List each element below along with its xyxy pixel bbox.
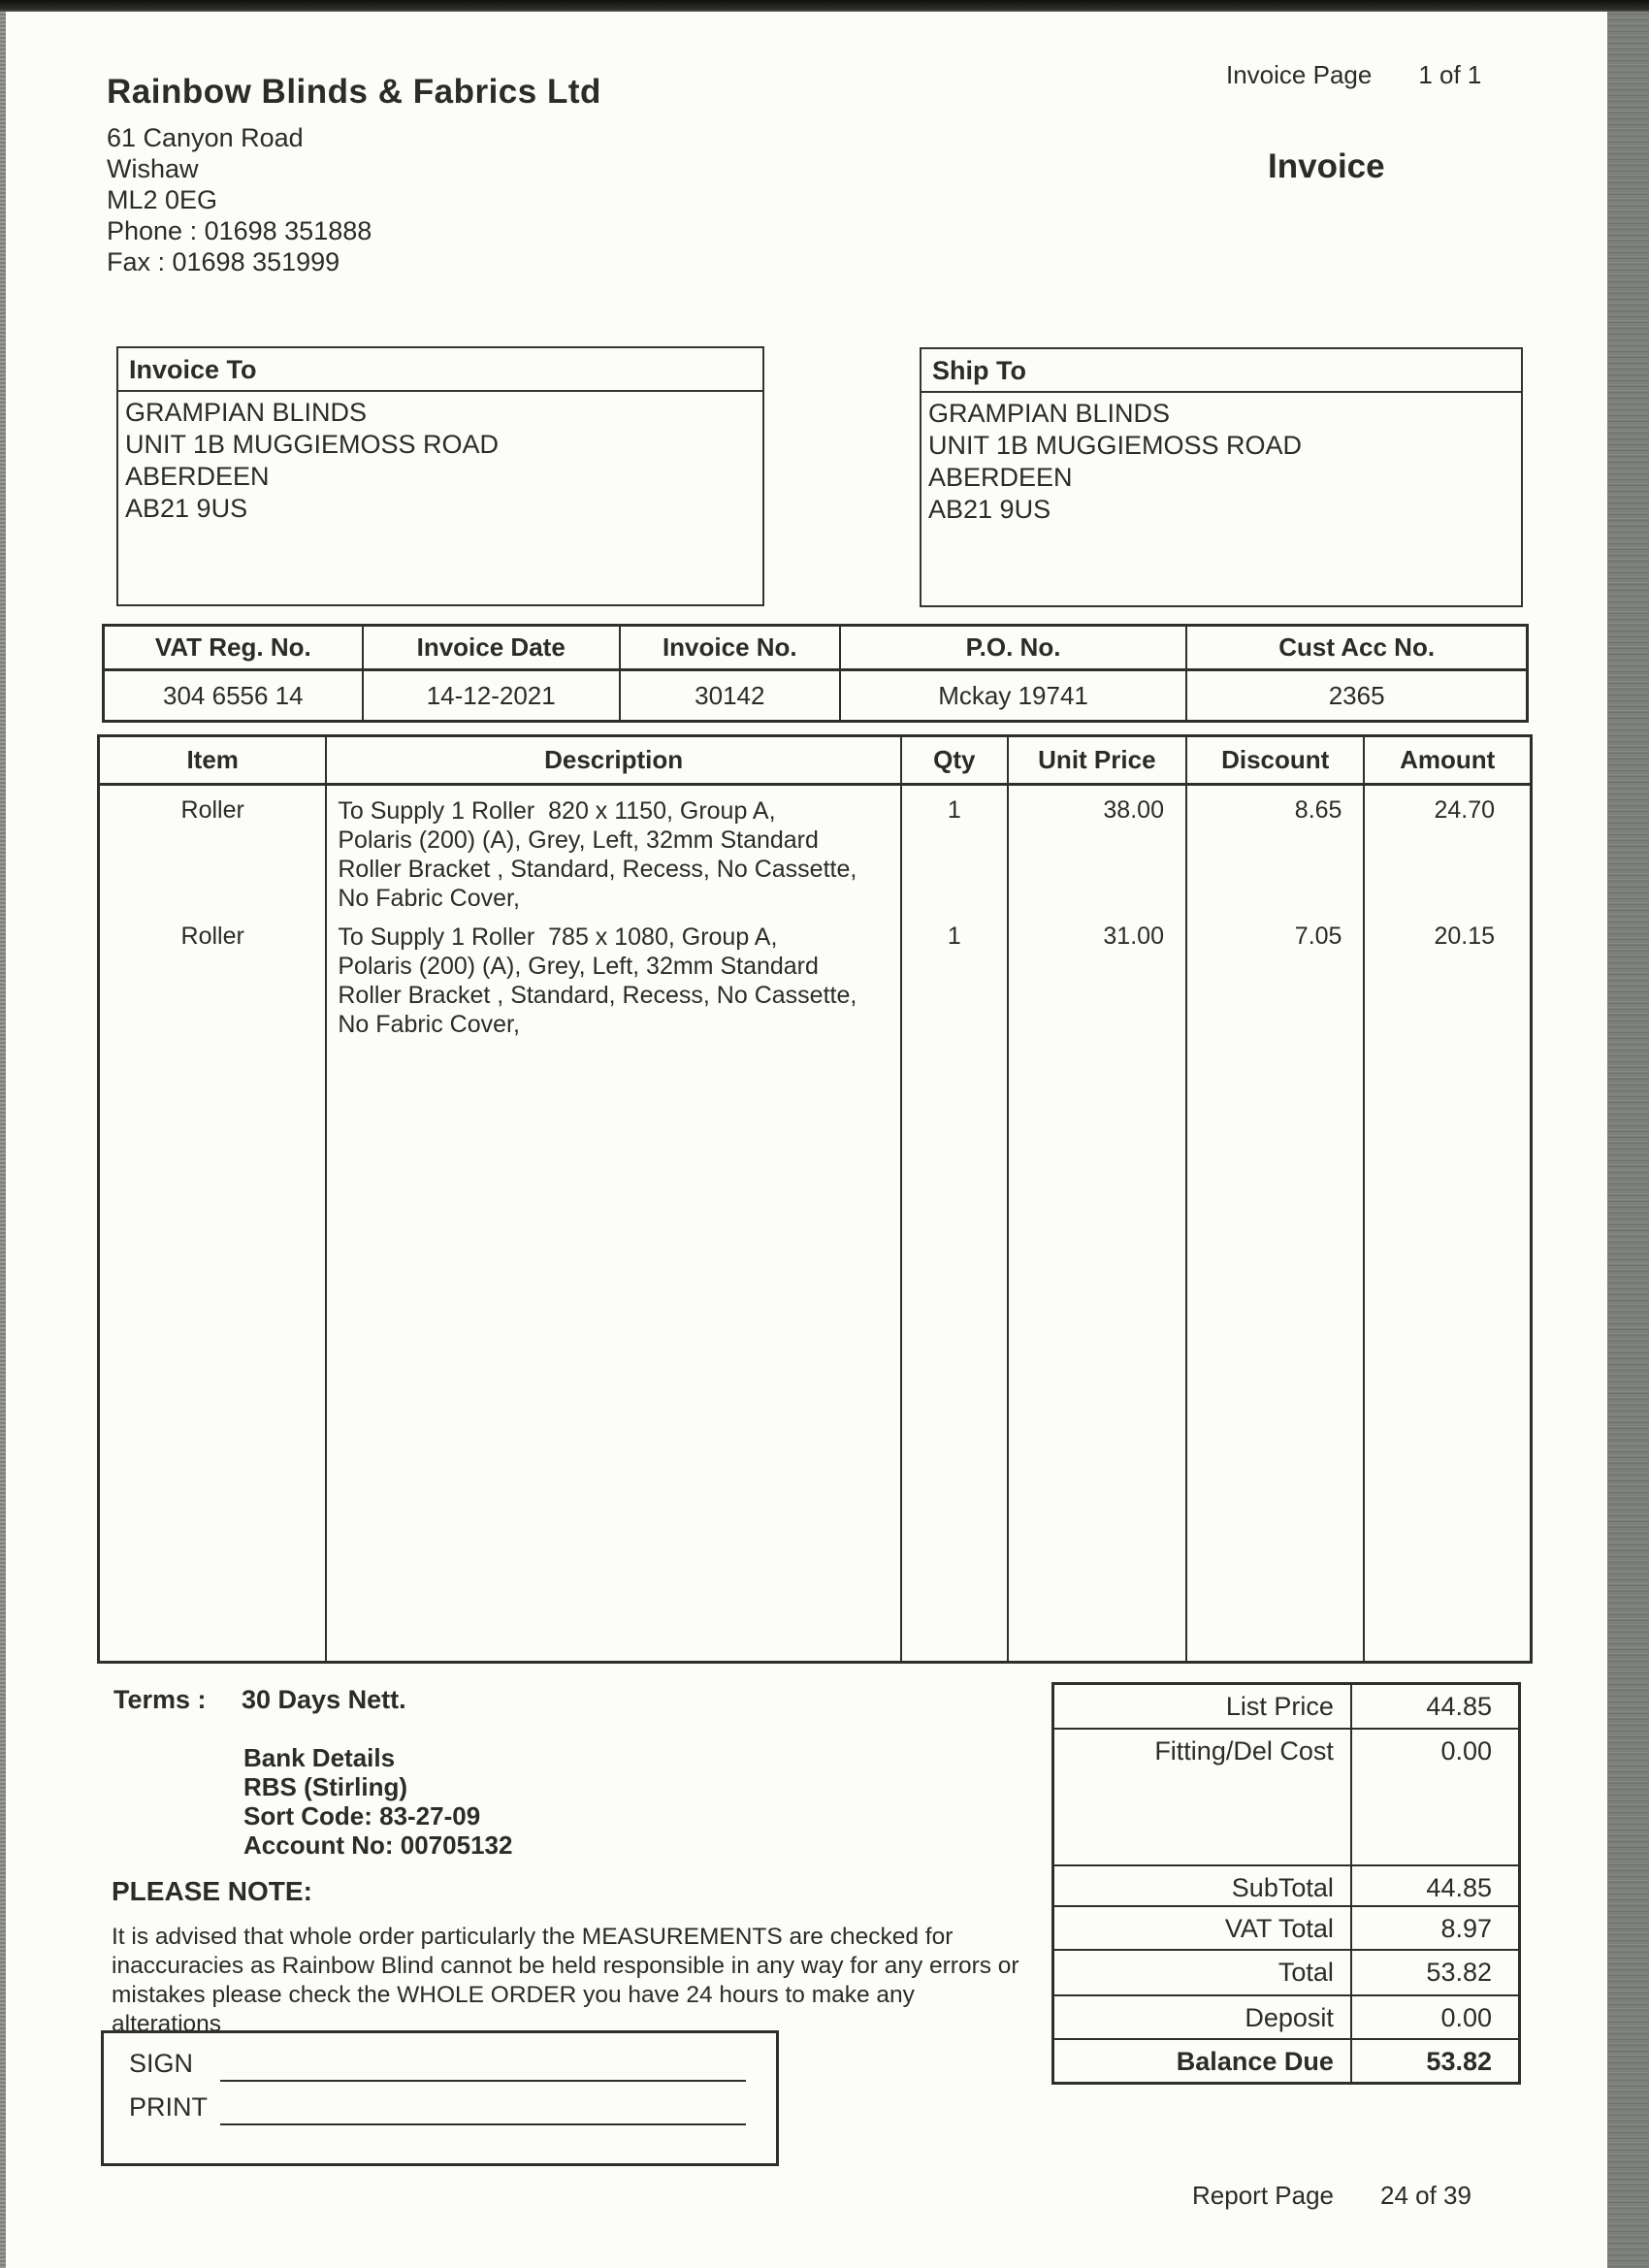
invoice-info-table	[102, 624, 1529, 723]
description-line: Polaris (200) (A), Grey, Left, 32mm Standard	[338, 826, 819, 854]
company-address-line: ML2 0EG	[107, 185, 218, 214]
column-header: Amount	[1365, 737, 1530, 786]
terms-label: Terms :	[113, 1685, 207, 1714]
description-line: To Supply 1 Roller 785 x 1080, Group A,	[338, 923, 778, 951]
fitting-del-cost-value: 0.00	[1352, 1730, 1518, 1866]
ship-to-line: ABERDEEN	[928, 463, 1073, 492]
company-phone: Phone : 01698 351888	[107, 216, 372, 245]
invoice-to-address	[118, 392, 762, 525]
company-fax: Fax : 01698 351999	[107, 247, 340, 276]
item-unit-price: 38.00	[1009, 786, 1187, 912]
item-type: Roller	[100, 786, 327, 912]
item-type: Roller	[100, 912, 327, 1661]
bank-name: RBS (Stirling)	[243, 1772, 407, 1801]
note-line: It is advised that whole order particularly the MEASUREMENTS are checked for	[112, 1924, 954, 1950]
description-line: No Fabric Cover,	[338, 885, 520, 912]
invoice-to-line: ABERDEEN	[125, 462, 270, 491]
invoice-page-label: Invoice Page	[1226, 60, 1373, 89]
ship-to-line: UNIT 1B MUGGIEMOSS ROAD	[928, 431, 1303, 460]
ship-to-address	[922, 393, 1521, 526]
sign-line	[220, 2080, 746, 2082]
total-row-label: VAT Total	[1054, 1907, 1352, 1951]
item-qty: 1	[902, 912, 1009, 1661]
description-line: Polaris (200) (A), Grey, Left, 32mm Standard	[338, 953, 819, 980]
company-address-block	[107, 122, 372, 277]
report-page-label: Report Page	[1192, 2181, 1334, 2210]
description-line: Roller Bracket , Standard, Recess, No Cassette,	[338, 982, 857, 1009]
terms-value: 30 Days Nett.	[242, 1685, 406, 1714]
column-header: Cust Acc No.	[1187, 627, 1526, 671]
bank-sort-code: Sort Code: 83-27-09	[243, 1801, 481, 1831]
report-page-ref	[1192, 2181, 1471, 2211]
description-line: To Supply 1 Roller 820 x 1150, Group A,	[338, 797, 776, 825]
balance-due-label: Balance Due	[1054, 2040, 1352, 2082]
cust-acc-no: 2365	[1328, 680, 1385, 710]
note-line: mistakes please check the WHOLE ORDER you have 24 hours to make any alterations	[112, 1982, 915, 2037]
item-amount: 24.70	[1434, 796, 1495, 824]
description-line: Roller Bracket , Standard, Recess, No Cassette,	[338, 856, 857, 883]
column-header: Invoice No.	[621, 627, 841, 671]
scanner-edge-top	[0, 0, 1649, 12]
invoice-to-label: Invoice To	[118, 348, 762, 392]
deposit-value: 0.00	[1352, 1996, 1518, 2040]
signature-box	[101, 2030, 779, 2166]
ship-to-line: AB21 9US	[928, 495, 1051, 524]
bank-details-block	[243, 1743, 512, 1860]
document-title: Invoice	[1268, 147, 1385, 185]
item-discount: 7.05	[1187, 912, 1366, 1661]
disclaimer-note	[112, 1923, 1023, 2039]
total-row-label: Deposit	[1054, 1996, 1352, 2040]
column-header: P.O. No.	[841, 627, 1187, 671]
item-discount: 8.65	[1187, 786, 1366, 912]
item-description	[327, 912, 902, 1661]
balance-due-value: 53.82	[1426, 2047, 1492, 2076]
bank-details-heading: Bank Details	[243, 1743, 396, 1772]
invoice-to-line: AB21 9US	[125, 494, 248, 523]
ship-to-label: Ship To	[922, 349, 1521, 393]
bank-account-no: Account No: 00705132	[243, 1831, 513, 1860]
column-header: Description	[327, 737, 902, 786]
description-line: No Fabric Cover,	[338, 1011, 520, 1038]
total-row-label: Fitting/Del Cost	[1054, 1730, 1352, 1866]
vat-total-value: 8.97	[1352, 1907, 1518, 1951]
column-header: Unit Price	[1009, 737, 1187, 786]
item-qty: 1	[902, 786, 1009, 912]
company-name: Rainbow Blinds & Fabrics Ltd	[107, 73, 601, 111]
column-header: Invoice Date	[364, 627, 621, 671]
ship-to-box	[920, 347, 1523, 607]
total-row-label: SubTotal	[1054, 1866, 1352, 1907]
list-price-value: 44.85	[1352, 1685, 1518, 1730]
invoice-date: 14-12-2021	[364, 671, 621, 720]
line-items-table	[97, 734, 1533, 1664]
scanner-edge-left	[0, 12, 6, 2268]
sign-label: SIGN	[129, 2049, 194, 2078]
invoice-to-line: GRAMPIAN BLINDS	[125, 398, 368, 427]
please-note-heading: PLEASE NOTE:	[112, 1876, 312, 1906]
invoice-page-value: 1 of 1	[1418, 60, 1482, 89]
invoice-to-line: UNIT 1B MUGGIEMOSS ROAD	[125, 430, 500, 459]
item-amount: 20.15	[1434, 923, 1495, 950]
print-line	[220, 2123, 746, 2125]
item-unit-price: 31.00	[1009, 912, 1187, 1661]
company-address-line: 61 Canyon Road	[107, 123, 304, 152]
column-header: Item	[100, 737, 327, 786]
column-header: Qty	[902, 737, 1009, 786]
total-row-label: List Price	[1054, 1685, 1352, 1730]
total-row-label: Total	[1054, 1951, 1352, 1996]
invoice-to-box	[116, 346, 764, 606]
note-line: inaccuracies as Rainbow Blind cannot be held responsible in any way for any errors or	[112, 1953, 1019, 1979]
subtotal-value: 44.85	[1352, 1866, 1518, 1907]
vat-reg-no: 304 6556 14	[105, 671, 364, 720]
invoice-page-ref	[1226, 60, 1481, 90]
totals-box	[1051, 1682, 1521, 2085]
column-header: VAT Reg. No.	[105, 627, 364, 671]
ship-to-line: GRAMPIAN BLINDS	[928, 399, 1171, 428]
scanner-edge-right	[1607, 12, 1649, 2268]
print-label: PRINT	[129, 2092, 208, 2122]
item-description	[327, 786, 902, 912]
po-no: Mckay 19741	[841, 671, 1187, 720]
total-value: 53.82	[1352, 1951, 1518, 1996]
column-header: Discount	[1187, 737, 1366, 786]
invoice-no: 30142	[621, 671, 841, 720]
company-address-line: Wishaw	[107, 154, 199, 183]
report-page-value: 24 of 39	[1379, 2181, 1471, 2210]
